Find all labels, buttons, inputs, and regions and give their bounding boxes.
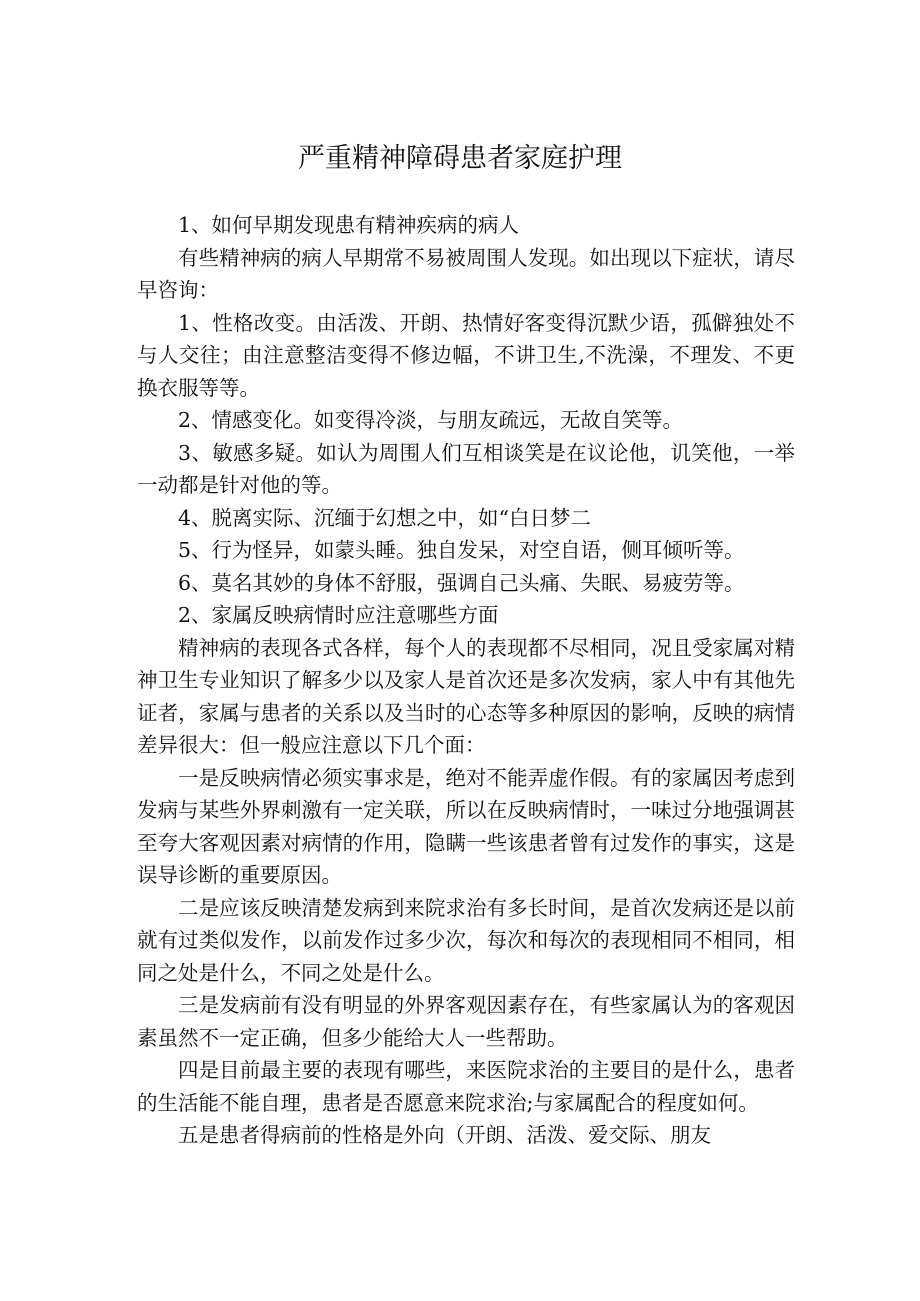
heading-reporting-condition: 2、家属反映病情时应注意哪些方面 — [178, 603, 499, 627]
paragraph-reporting-overview: 精神病的表现各式各样，每个人的表现都不尽相同，况且受家属对精神卫生专业知识了解多少以及家人是首次还是多次发病，家人中有其他先证者，家属与患者的关系以及当时的心态等多种原因的影响，反映的病情差异很大：但一般应注意以下几个面： — [137, 635, 795, 757]
list-item-suspicion: 3、敏感多疑。如认为周围人们互相谈笑是在议论他，讥笑他，一举一动都是针对他的等。 — [137, 440, 795, 497]
list-item-physical-discomfort: 6、莫名其妙的身体不舒服，强调自己头痛、失眠、易疲劳等。 — [178, 570, 745, 595]
paragraph-point-one: 一是反映病情必须实事求是，绝对不能弄虚作假。有的家属因考虑到发病与某些外界刺激有一定关联，所以在反映病情时，一味过分地强调甚至夸大客观因素对病情的作用，隐瞒一些该患者曾有过发作的事实，这是误导诊断的重要原因。 — [137, 765, 795, 887]
paragraph-point-two: 二是应该反映清楚发病到来院求治有多长时间，是首次发病还是以前就有过类似发作，以前发作过多少次，每次和每次的表现相同不相同，相同之处是什么，不同之处是什么。 — [137, 895, 795, 985]
paragraph-point-five: 五是患者得病前的性格是外向（开朗、活泼、爱交际、朋友 — [178, 1123, 711, 1147]
list-item-personality-change: 1、性格改变。由活泼、开朗、热情好客变得沉默少语，孤僻独处不与人交往；由注意整洁变得不修边幅，不讲卫生,不洗澡，不理发、不更换衣服等等。 — [137, 310, 795, 400]
document-body — [137, 209, 795, 1152]
paragraph-point-three: 三是发病前有没有明显的外界客观因素存在，有些家属认为的客观因素虽然不一定正确，但多少能给大人一些帮助。 — [137, 993, 795, 1050]
heading-early-detection: 1、如何早期发现患有精神疾病的病人 — [178, 213, 520, 237]
list-item-fantasy: 4、脱离实际、沉缅于幻想之中，如“白日梦二 — [178, 505, 592, 530]
list-item-emotional-change: 2、情感变化。如变得冷淡，与朋友疏远，无故自笑等。 — [178, 408, 684, 432]
paragraph-point-four: 四是目前最主要的表现有哪些，来医院求治的主要目的是什么，患者的生活能不能自理，患者是否愿意来院求治;与家属配合的程度如何。 — [137, 1058, 795, 1115]
paragraph-intro: 有些精神病的病人早期常不易被周围人发现。如出现以下症状，请尽早咨询： — [137, 245, 795, 302]
document-title: 严重精神障碍患者家庭护理 — [298, 143, 622, 174]
list-item-odd-behavior: 5、行为怪异，如蒙头睡。独自发呆，对空自语，侧耳倾听等。 — [178, 538, 745, 562]
